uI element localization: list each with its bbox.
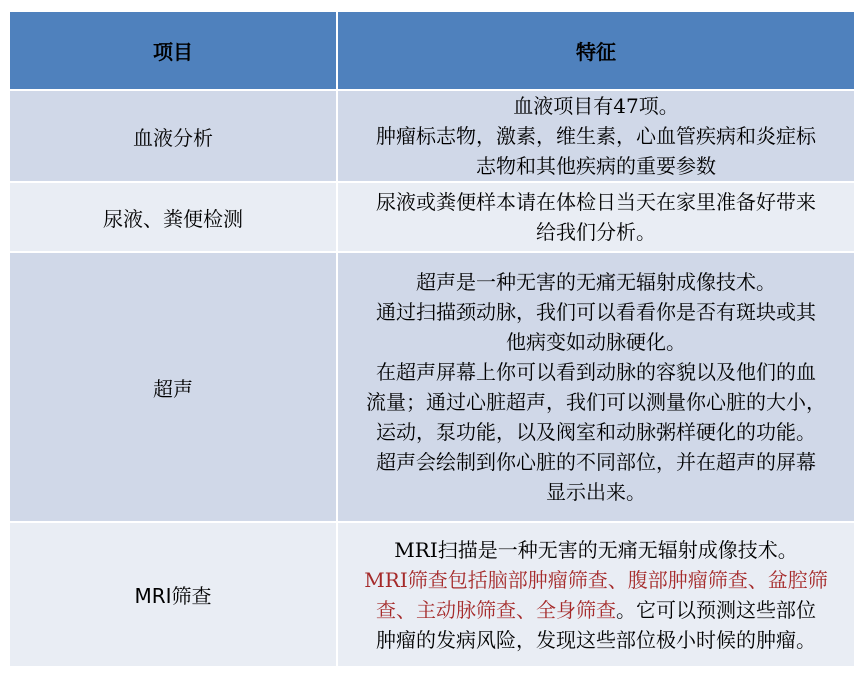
item-urine: 尿液、粪便检测 <box>10 182 337 252</box>
feature-text-line: 运动，泵功能，以及阀室和动脉粥样硬化的功能。 <box>376 420 816 444</box>
header-item: 项目 <box>10 12 337 90</box>
feature-text-line: 他病变如动脉硬化。 <box>506 330 686 354</box>
feature-text-line: 肿瘤标志物，激素，维生素，心血管疾病和炎症标 <box>376 124 816 148</box>
table-row-ultrasound <box>10 252 855 522</box>
table-header-row <box>10 12 855 90</box>
item-blood: 血液分析 <box>10 90 337 182</box>
plain-text: 。它可以预测这些部位 <box>616 597 816 622</box>
feature-text-line: 超声会绘制到你心脏的不同部位，并在超声的屏幕 <box>376 450 816 474</box>
feature-text-line: 志物和其他疾病的重要参数 <box>476 154 716 178</box>
table-row-urine <box>10 182 855 252</box>
feature-ultrasound <box>337 252 855 522</box>
feature-text-line: 通过扫描颈动脉，我们可以看看你是否有斑块或其 <box>376 300 816 324</box>
feature-text-line: 超声是一种无害的无痛无辐射成像技术。 <box>416 270 776 294</box>
header-feature: 特征 <box>337 12 855 90</box>
highlight-text: 查、主动脉筛查、全身筛查 <box>376 597 616 622</box>
feature-text-line: 给我们分析。 <box>536 220 656 244</box>
feature-text-line: 流量；通过心脏超声，我们可以测量你心脏的大小， <box>366 390 826 414</box>
item-ultrasound: 超声 <box>10 252 337 522</box>
checkup-items-table <box>10 12 856 668</box>
feature-text-line: 血液项目有47项。 <box>513 94 679 118</box>
item-mri: MRI筛查 <box>10 522 337 667</box>
feature-urine <box>337 182 855 252</box>
feature-text-line: MRI扫描是一种无害的无痛无辐射成像技术。 <box>394 537 798 562</box>
feature-blood <box>337 90 855 182</box>
table-row-blood <box>10 90 855 182</box>
feature-text-line: 在超声屏幕上你可以看到动脉的容貌以及他们的血 <box>376 360 816 384</box>
feature-text-line: 肿瘤的发病风险，发现这些部位极小时候的肿瘤。 <box>376 627 816 652</box>
feature-text-line <box>338 595 854 625</box>
feature-text-line: 尿液或粪便样本请在体检日当天在家里准备好带来 <box>376 190 816 214</box>
feature-text-line: 显示出来。 <box>546 480 646 504</box>
feature-text-line-highlight: MRI筛查包括脑部肿瘤筛查、腹部肿瘤筛查、盆腔筛 <box>364 567 828 592</box>
feature-mri <box>337 522 855 667</box>
table-row-mri <box>10 522 855 667</box>
